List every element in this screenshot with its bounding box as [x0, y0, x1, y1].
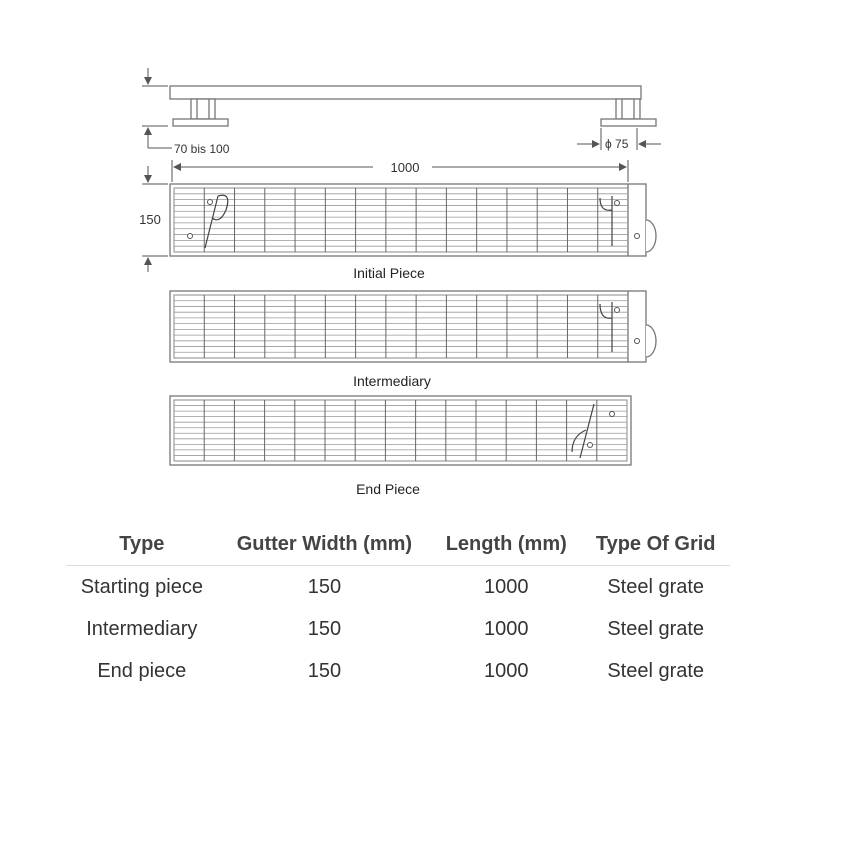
depth-dimension [142, 68, 172, 148]
initial-piece-caption: Initial Piece [353, 265, 425, 281]
gutter-spec-table [66, 524, 730, 692]
outlet-bulge-right [646, 220, 656, 252]
table-row [66, 566, 730, 609]
length-dimension-label: 1000 [390, 160, 420, 175]
width-dimension-label: 150 [139, 212, 161, 227]
cell-type: Intermediary [86, 617, 198, 640]
table-row [66, 650, 730, 692]
right-outlet-stem [616, 99, 640, 119]
cell-gutter-width: 150 [307, 575, 342, 598]
channel-body-side [170, 86, 641, 99]
bolt-hole [610, 412, 615, 417]
cell-length: 1000 [483, 617, 529, 640]
header-type: Type [66, 524, 218, 566]
cell-grid-type: Steel grate [607, 575, 705, 598]
header-type-of-grid: Type Of Grid [581, 524, 730, 566]
cell-grid-type: Steel grate [607, 659, 705, 682]
left-outlet-stem [191, 99, 215, 119]
depth-dimension-label: 70 bis 100 [174, 142, 230, 156]
table-header-row [66, 524, 730, 566]
bolt-hole [188, 234, 193, 239]
initial-piece-drawing [170, 184, 656, 256]
bolt-hole [615, 201, 620, 206]
end-piece-caption: End Piece [356, 481, 420, 497]
header-length: Length (mm) [431, 524, 581, 566]
intermediary-piece-drawing [170, 291, 656, 362]
cell-length: 1000 [483, 659, 529, 682]
bolt-hole [208, 200, 213, 205]
table-row [66, 608, 730, 650]
end-piece-drawing [170, 396, 631, 465]
header-gutter-width: Gutter Width (mm) [218, 524, 431, 566]
intermediary-piece-caption: Intermediary [353, 373, 431, 389]
cell-type: Starting piece [80, 575, 203, 598]
side-elevation-view [170, 86, 656, 126]
diameter-dimension-label: ϕ 75 [605, 137, 629, 151]
bolt-hole [588, 443, 593, 448]
left-outlet-flange [173, 119, 228, 126]
cell-type: End piece [97, 659, 187, 682]
cell-gutter-width: 150 [307, 617, 342, 640]
cell-length: 1000 [483, 575, 529, 598]
cell-gutter-width: 150 [307, 659, 342, 682]
outlet-bulge-right [646, 325, 656, 357]
bolt-hole [615, 308, 620, 313]
right-outlet-flange [601, 119, 656, 126]
cell-grid-type: Steel grate [607, 617, 705, 640]
